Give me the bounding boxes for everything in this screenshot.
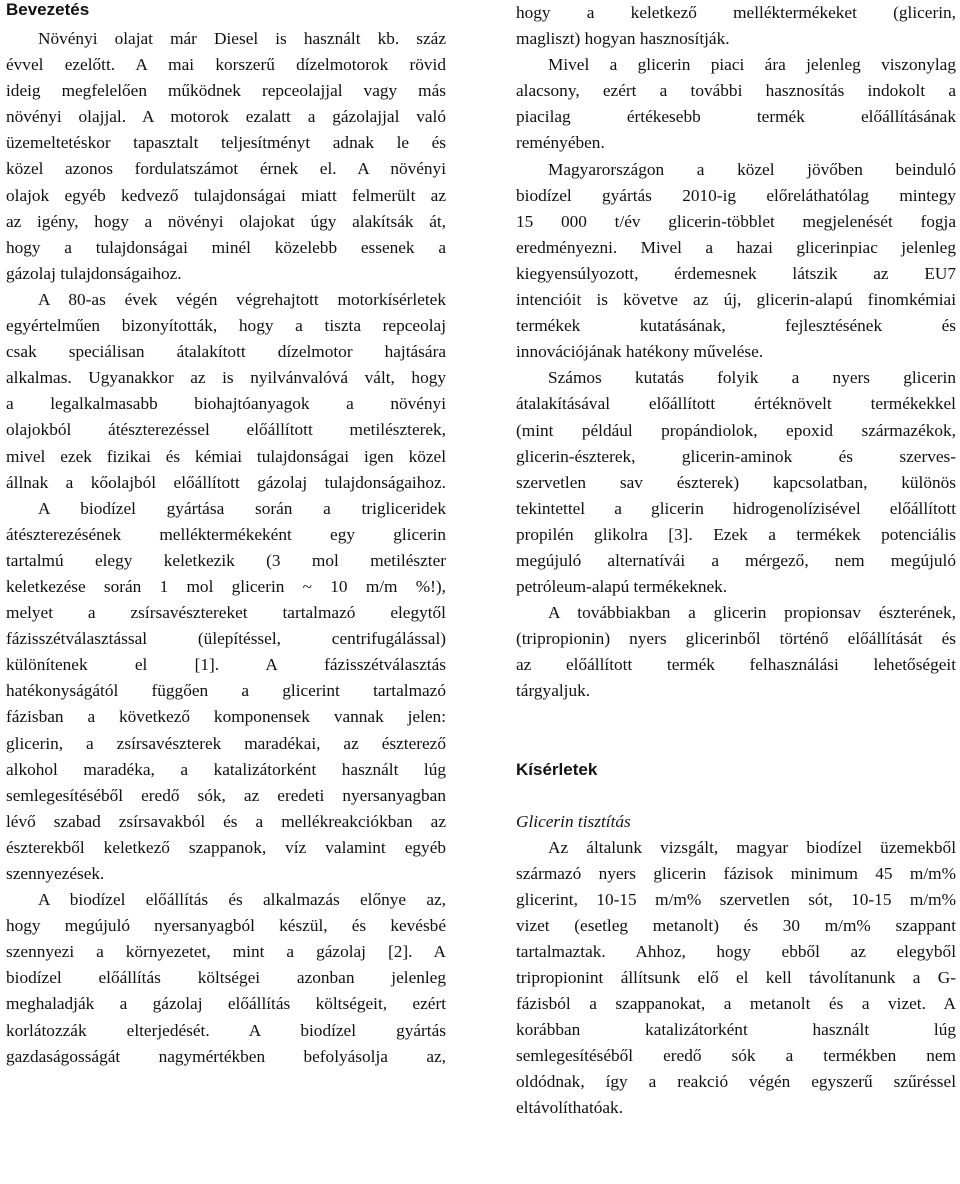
text-line: Az általunk vizsgált, magyar biodízel üzemekből [548,837,956,857]
text-line: gazdaságosságát nagymértékben befolyásolja az, [6,1046,446,1066]
text-line: keletkezése során 1 mol glicerin ~ 10 m/m %!), [6,576,446,596]
text-line: piacilag értékesebb termék előállításának [516,107,956,127]
text-line: évvel ezelőtt. A mai korszerű dízelmotorok rövid [6,55,446,75]
text-line: fázisból a szappanokat, a metanolt és a vizet. A [516,994,956,1014]
text-line: (mint például propándiolok, epoxid származékok, [516,420,956,440]
text-line: alkalmas. Ugyanakkor az is nyilvánvalóvá vált, hogy [6,368,446,388]
text-line: Magyarországon a közel jövőben beinduló [548,159,956,179]
text-line: olajokból átészterezéssel előállított metilészterek, [6,420,446,440]
text-line: hogy a keletkező melléktermékeket (glicerin, [516,3,956,22]
text-line: reményében. [516,133,605,153]
text-line: meghaladják a gázolaj előállítás költségeit, ezért [6,994,446,1014]
right-column [516,0,956,1122]
text-line: korlátozzák elterjedését. A biodízel gyártás [6,1020,446,1040]
text-line: eredményezni. Mivel a hazai glicerinpiac jelenleg [516,237,956,257]
text-line: megújuló alternatívái a mérgező, nem megújuló [516,550,956,570]
text-line: az előállított termék felhasználási lehetőségeit [516,655,956,675]
text-line: A biodízel előállítás és alkalmazás előnye az, [38,890,446,910]
text-line: A továbbiakban a glicerin propionsav észterének, [548,603,956,623]
text-line: fázisban a következő komponensek vannak jelen: [6,707,446,727]
text-line: A 80-as évek végén végrehajtott motorkísérletek [38,289,446,309]
text-line: tripropionint állítsunk elő el kell távolítanunk a G- [516,968,956,987]
text-line: csak speciálisan átalakított dízelmotor hajtására [6,342,446,362]
text-line: tartalmú elegy keletkezik (3 mol metilészter [6,550,446,570]
text-line: hatékonyságától függően a glicerint tartalmazó [6,681,446,701]
text-line: kiegyensúlyozott, érdemesnek látszik az EU7 [516,263,956,283]
text-line: közel azonos fordulatszámot érnek el. A növényi [6,159,446,179]
left-column [6,0,446,1070]
left-column-body [6,26,446,1070]
text-line: korábban katalizátorként használt lúg [516,1020,956,1040]
subheading-glicerin-tisztitas: Glicerin tisztítás [516,811,631,831]
text-line: Mivel a glicerin piaci ára jelenleg viszonylag [548,55,956,75]
text-line: propilén glikolra [3]. Ezek a termékek potenciális [516,524,956,544]
spacer [516,731,956,757]
text-line: tárgyaljuk. [516,681,591,701]
text-line: a legalkalmasabb biohajtóanyagok a növényi [6,394,446,414]
text-line: termékek kutatásának, fejlesztésének és [516,316,956,336]
text-line: semlegesítéséből eredő sók a termékben nem [516,1046,956,1066]
text-line: glicerin-észterek, glicerin-aminok és szerves- [516,446,956,466]
text-line: Növényi olajat már Diesel is használt kb. száz [38,29,446,48]
text-line: tartalmaztak. Ahhoz, hogy ebből az elegyből [516,941,956,961]
text-line: petróleum-alapú termékeknek. [516,577,728,597]
text-line: szervetlen sav észterek) kapcsolatban, különös [516,472,956,492]
text-line: származó nyers glicerin fázisok minimum 45 m/m% [516,863,956,883]
text-line: Számos kutatás folyik a nyers glicerin [548,368,956,388]
text-line: ideig megfelelően működnek repceolajjal vagy más [6,81,446,101]
right-column-body-bottom [516,835,956,1122]
spacer [516,783,956,809]
section-heading-bevezetes: Bevezetés [6,0,90,19]
text-line: szennyezések. [6,864,105,883]
text-line: alacsony, ezért a további hasznosítás indokolt a [516,81,956,101]
right-column-body-top [516,0,956,705]
text-line: az igény, hogy a növényi olajokat úgy alakítsák át, [6,211,446,231]
text-line: intencióit is követve az új, glicerin-alapú finomkémiai [516,290,956,310]
section-heading-kiserletek: Kísérletek [516,759,598,779]
text-line: alkohol maradéka, a katalizátorként használt lúg [6,759,446,779]
text-line: olajok egyéb kedvező tulajdonságai miatt felmerült az [6,185,446,205]
text-line: szennyezi a környezetet, mint a gázolaj [2]. A [6,942,446,962]
text-line: gázolaj tulajdonságaihoz. [6,263,182,283]
text-line: semlegesítéséből eredő sók, az eredeti nyersanyagban [6,785,446,805]
text-line: eltávolíthatóak. [516,1098,624,1118]
text-line: hogy a tulajdonságai minél közelebb essenek a [6,237,446,257]
text-line: fázisszétválasztással (ülepítéssel, centrifugálással) [6,629,446,649]
text-line: lévő szabad zsírsavakból és a mellékreakciókban az [6,811,446,831]
text-line: oldódnak, így a reakció végén egyszerű szűréssel [516,1072,956,1092]
text-line: mivel ezek fizikai és kémiai tulajdonságai igen közel [6,446,446,466]
text-line: glicerin, a zsírsavészterek maradékai, az észterező [6,733,446,753]
text-line: állnak a kőolajból előállított gázolaj tulajdonságaihoz. [6,472,446,492]
text-line: üzemeltetéskor tapasztalt teljesítményt adnak le és [6,133,446,153]
text-line: átalakításával előállított értéknövelt termékekkel [516,394,956,414]
text-line: innovációjának hatékony művelése. [516,342,764,362]
text-line: átészterezésének melléktermékeként egy glicerin [6,524,446,544]
text-line: biodízel előállítás költségei azonban jelenleg [6,968,446,988]
text-line: hogy megújuló nyersanyagból készül, és kevésbé [6,916,446,936]
text-line: magliszt) hogyan hasznosítják. [516,29,730,49]
text-line: tekintettel a glicerin hidrogenolízisével előállított [516,498,956,518]
spacer [516,705,956,731]
text-line: glicerint, 10-15 m/m% szervetlen sót, 10-15 m/m% [516,889,956,909]
text-line: vizet (esetleg metanolt) és 30 m/m% szappant [516,915,956,935]
text-line: egyértelműen bizonyították, hogy a tiszta repceolaj [6,316,446,336]
text-line: 15 000 t/év glicerin-többlet megjelenését fogja [516,211,956,231]
text-line: növényi olajjal. A motorok ezalatt a gázolajjal való [6,107,446,127]
text-line: melyet a zsírsavésztereket tartalmazó elegytől [6,603,446,623]
text-line: (tripropionin) nyers glicerinből történő előállítását és [516,629,956,649]
text-line: különítenek el [1]. A fázisszétválasztás [6,655,446,675]
text-line: A biodízel gyártása során a trigliceridek [38,498,446,518]
text-line: észterekből keletkező szappanok, víz valamint egyéb [6,837,446,857]
text-line: biodízel gyártás 2010-ig előreláthatólag mintegy [516,185,956,205]
